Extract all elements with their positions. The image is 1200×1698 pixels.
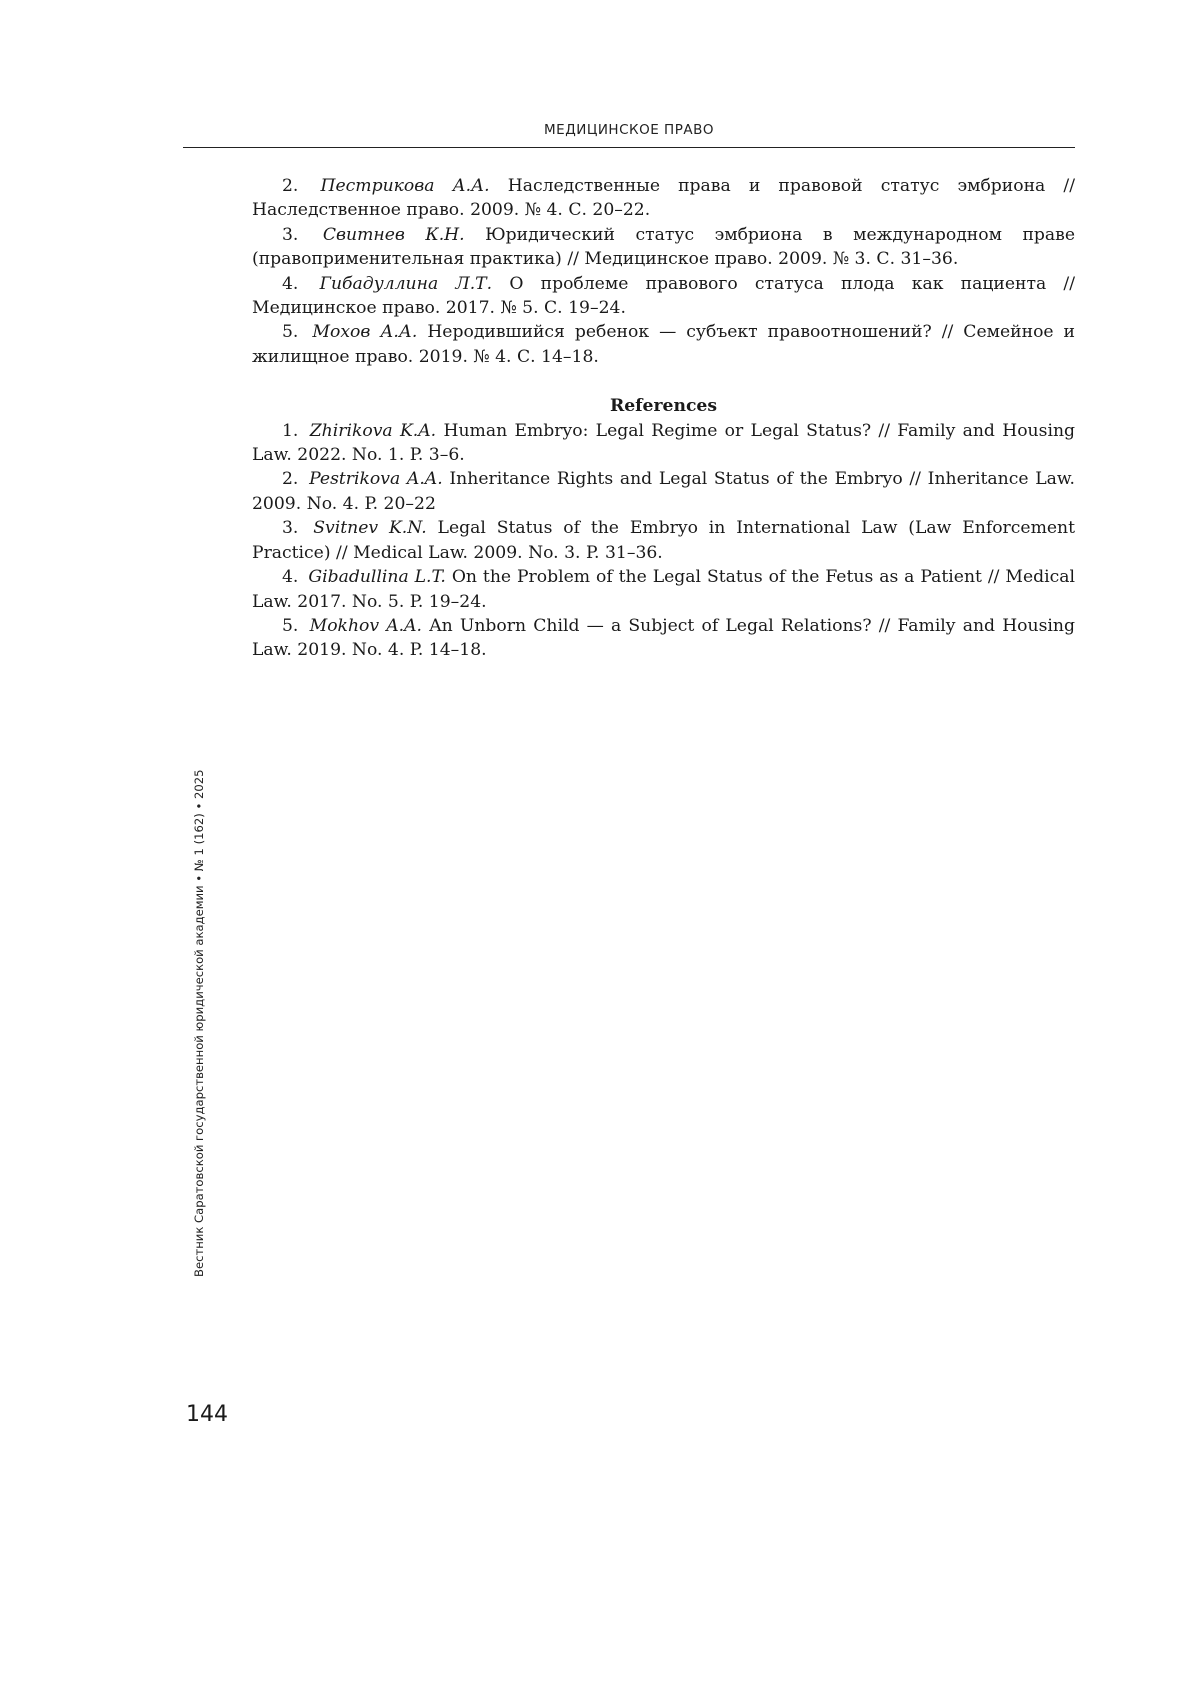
page-body	[252, 174, 1075, 663]
reference-item	[252, 272, 1075, 321]
reference-text: Неродившийся ребенок — субъект правоотношений? // Семейное и жилищное право. 2019. № 4. С. 14–18.	[252, 322, 1076, 367]
reference-text: Юридический статус эмбриона в международном праве (правоприменительная практика) // Медицинское право. 2009. № 3. С. 31–36.	[252, 224, 1075, 270]
reference-item	[252, 516, 1075, 565]
reference-number: 3.	[282, 518, 299, 539]
reference-author: Свитнев К.Н.	[322, 224, 465, 245]
running-header: МЕДИЦИНСКОЕ ПРАВО	[544, 122, 714, 138]
reference-item	[252, 223, 1075, 272]
reference-text: Наследственные права и правовой статус эмбриона // Наследственное право. 2009. № 4. С. 20–22.	[252, 176, 1075, 221]
page-number: 144	[186, 1402, 228, 1427]
reference-number: 5.	[282, 615, 299, 636]
reference-author: Пестрикова А.А.	[320, 176, 490, 196]
reference-item	[252, 467, 1075, 516]
reference-number: 2.	[282, 469, 299, 490]
reference-author: Гибадуллина Л.Т.	[319, 273, 493, 294]
reference-author: Svitnev K.N.	[313, 518, 427, 539]
reference-text: An Unborn Child — a Subject of Legal Relations? // Family and Housing Law. 2019. No. 4. P. 14–18.	[252, 615, 1075, 661]
reference-text: Human Embryo: Legal Regime or Legal Status? // Family and Housing Law. 2022. No. 1. P. 3–6.	[252, 420, 1076, 466]
reference-number: 5.	[282, 322, 299, 343]
reference-text: Inheritance Rights and Legal Status of the Embryo // Inheritance Law. 2009. No. 4. P. 20–22	[252, 469, 1075, 514]
reference-number: 4.	[282, 567, 299, 588]
reference-item	[252, 614, 1075, 663]
reference-author: Zhirikova K.A.	[309, 420, 437, 441]
russian-reference-list	[252, 174, 1075, 369]
reference-author: Gibadullina L.T.	[308, 567, 446, 588]
header-divider	[183, 147, 1075, 148]
reference-item	[252, 174, 1075, 223]
english-reference-list	[252, 419, 1075, 663]
reference-author: Pestrikova A.A.	[309, 469, 443, 490]
reference-number: 3.	[282, 224, 299, 245]
reference-text: Legal Status of the Embryo in International Law (Law Enforcement Practice) // Medical Law. 2009. No. 3. P. 31–36.	[252, 518, 1076, 563]
reference-text: О проблеме правового статуса плода как пациента // Медицинское право. 2017. № 5. С. 19–24.	[252, 273, 1076, 319]
reference-item	[252, 320, 1075, 369]
reference-author: Мохов А.А.	[312, 322, 418, 343]
references-heading: References	[609, 396, 718, 417]
journal-spine-caption: Вестник Саратовской государственной юридической академии • № 1 (162) • 2025	[192, 769, 206, 1277]
reference-item	[252, 419, 1075, 468]
reference-item	[252, 565, 1075, 614]
reference-number: 1.	[282, 420, 299, 441]
reference-number: 4.	[282, 273, 299, 294]
reference-number: 2.	[282, 176, 299, 196]
reference-text: On the Problem of the Legal Status of the Fetus as a Patient // Medical Law. 2017. No. 5. P. 19–24.	[252, 567, 1076, 612]
reference-author: Mokhov A.A.	[309, 615, 423, 636]
